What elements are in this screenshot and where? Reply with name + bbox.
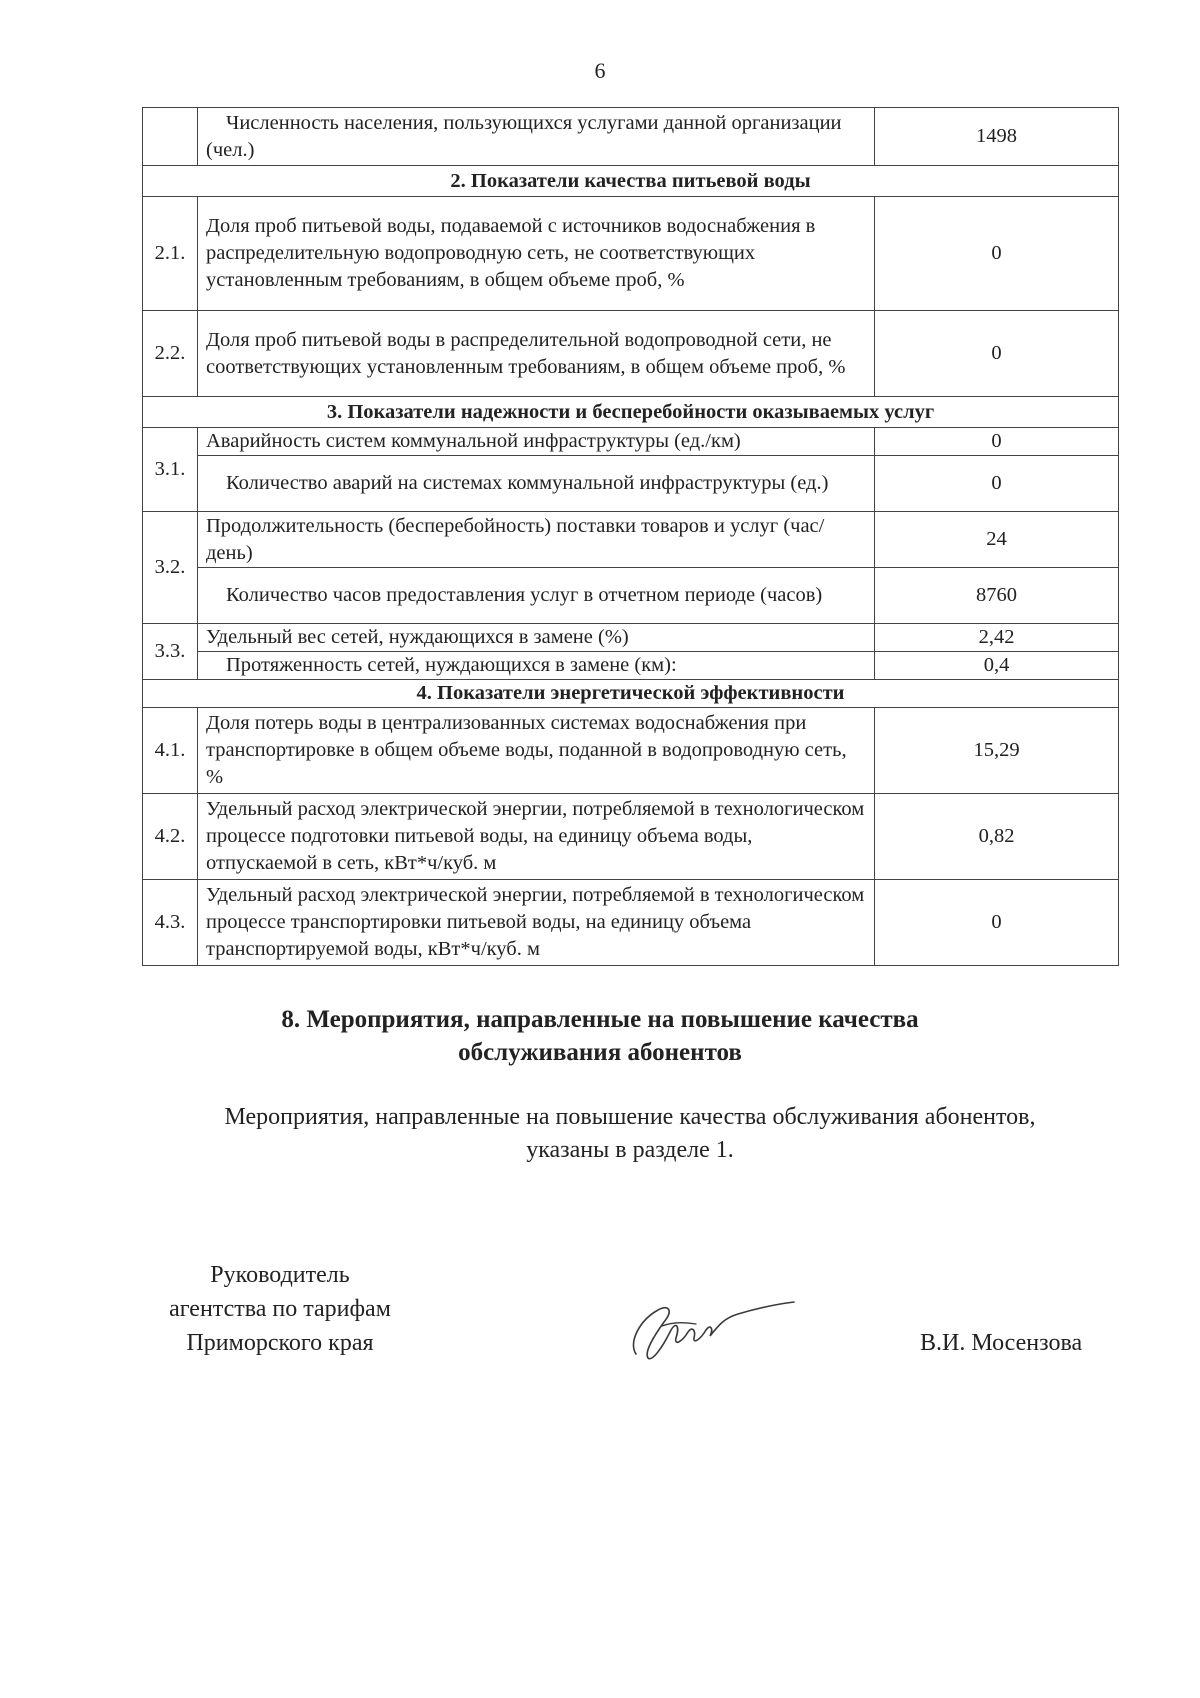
row-number: 3.1. xyxy=(143,428,198,512)
indicator-value: 1498 xyxy=(875,108,1119,166)
indicator-name: Удельный расход электрической энергии, потребляемой в технологическом процессе подготовки питьевой воды, на единицу объема воды, отпускаемой в сеть, кВт*ч/куб. м xyxy=(198,794,875,880)
section-8-paragraph-line-1: Мероприятия, направленные на повышение качества обслуживания абонентов, xyxy=(224,1104,1036,1130)
table-row xyxy=(143,880,1119,966)
section-title: 4. Показатели энергетической эффективности xyxy=(143,680,1119,708)
indicator-name: Количество часов предоставления услуг в отчетном периоде (часов) xyxy=(198,568,875,624)
indicator-value: 0,82 xyxy=(875,794,1119,880)
indicator-value: 0 xyxy=(875,456,1119,512)
table-row xyxy=(143,311,1119,397)
indicator-name: Удельный вес сетей, нуждающихся в замене (%) xyxy=(198,624,875,652)
signatory-title xyxy=(140,1258,420,1360)
section-title: 2. Показатели качества питьевой воды xyxy=(143,166,1119,197)
section-8-heading-line-1: 8. Мероприятия, направленные на повышение качества xyxy=(281,1006,919,1033)
indicator-name: Количество аварий на системах коммунальной инфраструктуры (ед.) xyxy=(198,456,875,512)
indicator-value: 2,42 xyxy=(875,624,1119,652)
indicator-name: Доля проб питьевой воды, подаваемой с источников водоснабжения в распределительную водопроводную сеть, не соответствующих установленным требованиям, в общем объеме проб, % xyxy=(198,197,875,311)
table-row xyxy=(143,652,1119,680)
indicator-name: Численность населения, пользующихся услугами данной организации (чел.) xyxy=(198,108,875,166)
row-number: 2.1. xyxy=(143,197,198,311)
row-number: 2.2. xyxy=(143,311,198,397)
indicator-name: Доля проб питьевой воды в распределительной водопроводной сети, не соответствующих установленным требованиям, в общем объеме проб, % xyxy=(198,311,875,397)
table-row xyxy=(143,708,1119,794)
section-row xyxy=(143,397,1119,428)
indicators-table-body xyxy=(143,108,1119,966)
section-8-heading-line-2: обслуживания абонентов xyxy=(458,1039,742,1066)
indicator-value: 0 xyxy=(875,428,1119,456)
indicator-value: 0 xyxy=(875,880,1119,966)
indicator-name: Продолжительность (бесперебойность) поставки товаров и услуг (час/день) xyxy=(198,512,875,568)
page-number: 6 xyxy=(594,58,606,83)
section-row xyxy=(143,166,1119,197)
table-row xyxy=(143,197,1119,311)
indicator-value: 8760 xyxy=(875,568,1119,624)
signatory-title-line-1: Руководитель xyxy=(210,1262,350,1288)
indicators-table xyxy=(142,107,1119,966)
row-number: 3.2. xyxy=(143,512,198,624)
section-title: 3. Показатели надежности и бесперебойности оказываемых услуг xyxy=(143,397,1119,428)
handwritten-signature xyxy=(618,1292,798,1372)
indicator-value: 0 xyxy=(875,311,1119,397)
table-row xyxy=(143,568,1119,624)
table-row xyxy=(143,108,1119,166)
indicator-name: Аварийность систем коммунальной инфраструктуры (ед./км) xyxy=(198,428,875,456)
indicator-name: Удельный расход электрической энергии, потребляемой в технологическом процессе транспортировки питьевой воды, на единицу объема транспортируемой воды, кВт*ч/куб. м xyxy=(198,880,875,966)
signatory-title-line-2: агентства по тарифам xyxy=(169,1296,391,1322)
row-number: 4.1. xyxy=(143,708,198,794)
indicator-value: 0 xyxy=(875,197,1119,311)
row-number: 4.2. xyxy=(143,794,198,880)
table-row xyxy=(143,512,1119,568)
section-8-paragraph xyxy=(140,1101,1120,1167)
table-row xyxy=(143,624,1119,652)
indicator-value: 24 xyxy=(875,512,1119,568)
table-row xyxy=(143,428,1119,456)
table-row xyxy=(143,794,1119,880)
row-number: 4.3. xyxy=(143,880,198,966)
indicator-name: Доля потерь воды в централизованных системах водоснабжения при транспортировке в общем объеме воды, поданной в водопроводную сеть, % xyxy=(198,708,875,794)
section-8-paragraph-line-2: указаны в разделе 1. xyxy=(526,1137,734,1163)
indicator-name: Протяженность сетей, нуждающихся в замене (км): xyxy=(198,652,875,680)
section-8-heading xyxy=(0,1003,1200,1069)
row-number xyxy=(143,108,198,166)
table-row xyxy=(143,456,1119,512)
row-number: 3.3. xyxy=(143,624,198,680)
signatory-title-line-3: Приморского края xyxy=(186,1330,374,1356)
indicator-value: 15,29 xyxy=(875,708,1119,794)
section-row xyxy=(143,680,1119,708)
indicator-value: 0,4 xyxy=(875,652,1119,680)
signatory-name: В.И. Мосензова xyxy=(920,1330,1083,1356)
